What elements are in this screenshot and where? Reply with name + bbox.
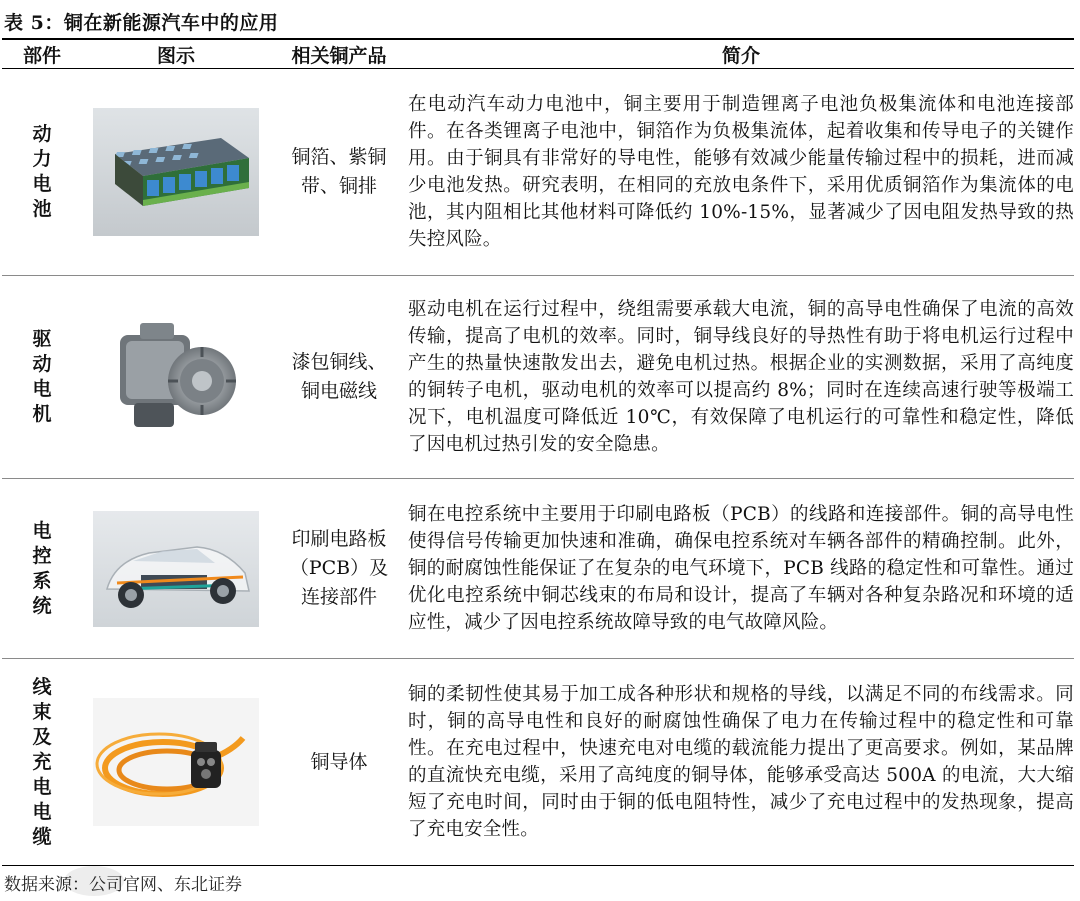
table-header-row (2, 39, 1074, 69)
ev-chassis-icon (93, 511, 259, 627)
battery-pack-icon (93, 108, 259, 236)
part-cell: 线 束 及 充 电 电 缆 (2, 659, 82, 866)
intro-cell: 在电动汽车动力电池中，铜主要用于制造锂离子电池负极集流体和电池连接部件。在各类锂离子电池中，铜箔作为负极集流体，起着收集和传导电子的关键作用。由于铜具有非常好的导电性，能够有效减少能量传输过程中的损耗，进而减少电池发热。研究表明，在相同的充放电条件下，采用优质铜箔作为集流体的电池，其内阻相比其他材料可降低约 10%-15%，显著减少了因电阻发热导致的热失控风险。 (408, 69, 1074, 276)
table-row (2, 276, 1074, 479)
electric-motor-icon (106, 311, 246, 443)
intro-cell: 铜的柔韧性使其易于加工成各种形状和规格的导线，以满足不同的布线需求。同时，铜的高导电性和良好的耐腐蚀性确保了电力在传输过程中的稳定性和可靠性。在充电过程中，快速充电对电缆的载流能力提出了更高要求。例如，某品牌的直流快充电缆，采用了高纯度的铜导体，能够承受高达 500A 的电流，大大缩短了充电时间，同时由于铜的低电阻特性，减少了充电过程中的发热现象，提高了充电安全性。 (408, 659, 1074, 866)
charging-cable-icon (93, 698, 259, 826)
table-row (2, 479, 1074, 659)
header-part: 部件 (2, 39, 82, 69)
image-cell (82, 69, 270, 276)
header-image: 图示 (82, 39, 270, 69)
image-cell (82, 276, 270, 479)
copper-application-table (2, 38, 1074, 866)
part-cell: 电 控 系 统 (2, 479, 82, 659)
intro-cell: 铜在电控系统中主要用于印刷电路板（PCB）的线路和连接部件。铜的高导电性使得信号传输更加快速和准确，确保电控系统对车辆各部件的精确控制。此外，铜的耐腐蚀性能保证了在复杂的电气环境下，PCB 线路的稳定性和可靠性。通过优化电控系统中铜芯线束的布局和设计，提高了车辆对各种复杂路况和环境的适应性，减少了因电控系统故障导致的电气故障风险。 (408, 479, 1074, 659)
image-cell (82, 479, 270, 659)
product-cell: 印刷电路板 （PCB）及 连接部件 (270, 479, 408, 659)
intro-cell: 驱动电机在运行过程中，绕组需要承载大电流，铜的高导电性确保了电流的高效传输，提高了电机的效率。同时，铜导线良好的导热性有助于将电机运行过程中产生的热量快速散发出去，避免电机过热。根据企业的实测数据，采用了高纯度的铜转子电机，驱动电机的效率可以提高约 8%；同时在连续高速行驶等极端工况下，电机温度可降低近 10℃，有效保障了电机运行的可靠性和稳定性，降低了因电机过热引发的安全隐患。 (408, 276, 1074, 479)
header-intro: 简介 (408, 39, 1074, 69)
part-cell: 驱 动 电 机 (2, 276, 82, 479)
table-row (2, 69, 1074, 276)
table-row (2, 659, 1074, 866)
product-cell: 铜箔、紫铜 带、铜排 (270, 69, 408, 276)
product-cell: 漆包铜线、 铜电磁线 (270, 276, 408, 479)
table-title: 表 5：铜在新能源汽车中的应用 (4, 12, 279, 34)
header-product: 相关铜产品 (270, 39, 408, 69)
image-cell (82, 659, 270, 866)
product-cell: 铜导体 (270, 659, 408, 866)
data-source: 数据来源：公司官网、东北证券 (4, 875, 242, 895)
part-cell: 动 力 电 池 (2, 69, 82, 276)
